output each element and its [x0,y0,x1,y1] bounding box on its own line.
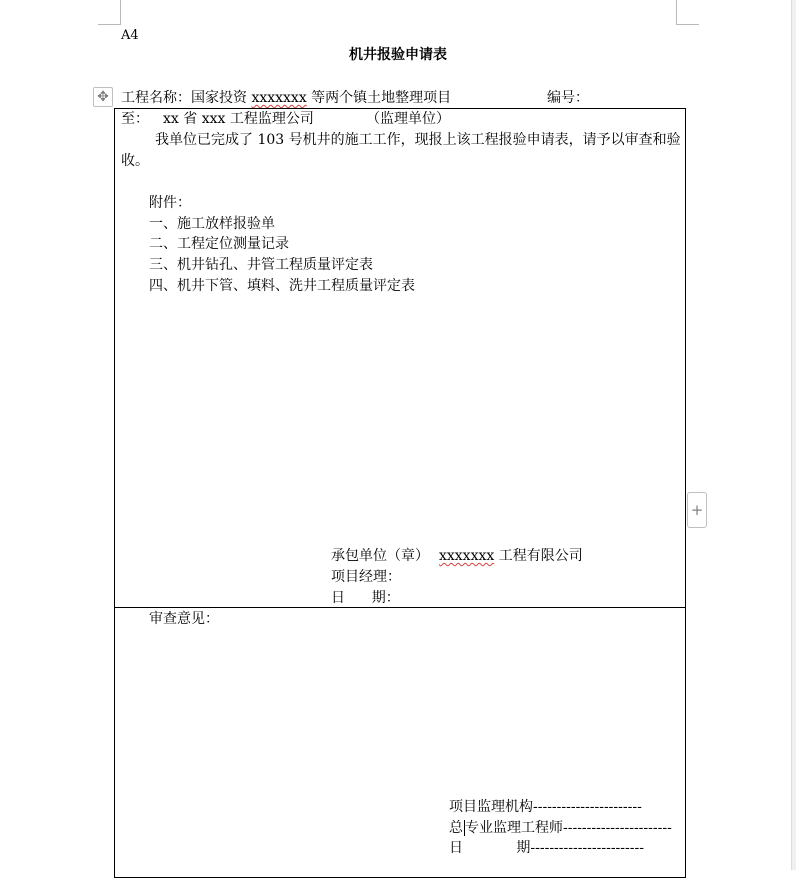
review-date-line: 日 期------------------------ [449,840,644,856]
application-body-line2: 收。 [121,153,149,169]
chief-engineer-row [449,818,672,838]
application-body-line1: 我单位已完成了 103 号机井的施工工作，现报上该工程报验申请表，请予以审查和验 [155,132,681,148]
addressee-company: xxx 工程监理公司 [201,111,314,127]
contractor-row [331,546,583,566]
contractor-placeholder: xxxxxxx [439,548,495,564]
attachment-item: 三、机井钻孔、井管工程质量评定表 [149,257,373,273]
addressee-province: xx [163,111,179,127]
project-prefix: 国家投资 [191,90,252,106]
crop-mark-top-right [676,0,699,25]
application-date-label: 日 期： [331,590,400,606]
attachments-label: 附件： [149,195,191,211]
supervision-agency-line: 项目监理机构----------------------- [449,799,642,815]
project-name-row [121,88,451,108]
number-label: 编号： [547,90,589,106]
addressee-province-word: 省 [178,111,202,127]
review-opinion-label: 审查意见： [149,611,219,627]
contractor-suffix: 工程有限公司 [494,548,583,564]
table-row-divider [114,607,686,608]
chief-engineer-line: 专业监理工程师----------------------- [465,820,672,836]
project-label: 工程名称： [121,90,191,106]
document-title: 机井报验申请表 [349,47,447,63]
attachment-item: 二、工程定位测量记录 [149,236,289,252]
plus-icon[interactable]: + [687,492,707,528]
page-edge [791,0,796,870]
crop-mark-top-left [98,0,121,25]
attachment-item: 一、施工放样报验单 [149,216,275,232]
move-icon[interactable]: ✥ [93,87,113,107]
project-suffix: 等两个镇土地整理项目 [306,90,452,106]
to-label: 至： [121,111,149,127]
paper-size-label: A4 [121,28,139,43]
project-manager-label: 项目经理： [331,569,401,585]
chief-prefix: 总 [449,820,463,836]
project-placeholder: xxxxxxx [251,90,307,106]
attachment-item: 四、机井下管、填料、洗井工程质量评定表 [149,278,415,294]
addressee-row [121,109,314,129]
contractor-label: 承包单位（章） [331,548,429,564]
addressee-role: （监理单位） [366,111,450,127]
